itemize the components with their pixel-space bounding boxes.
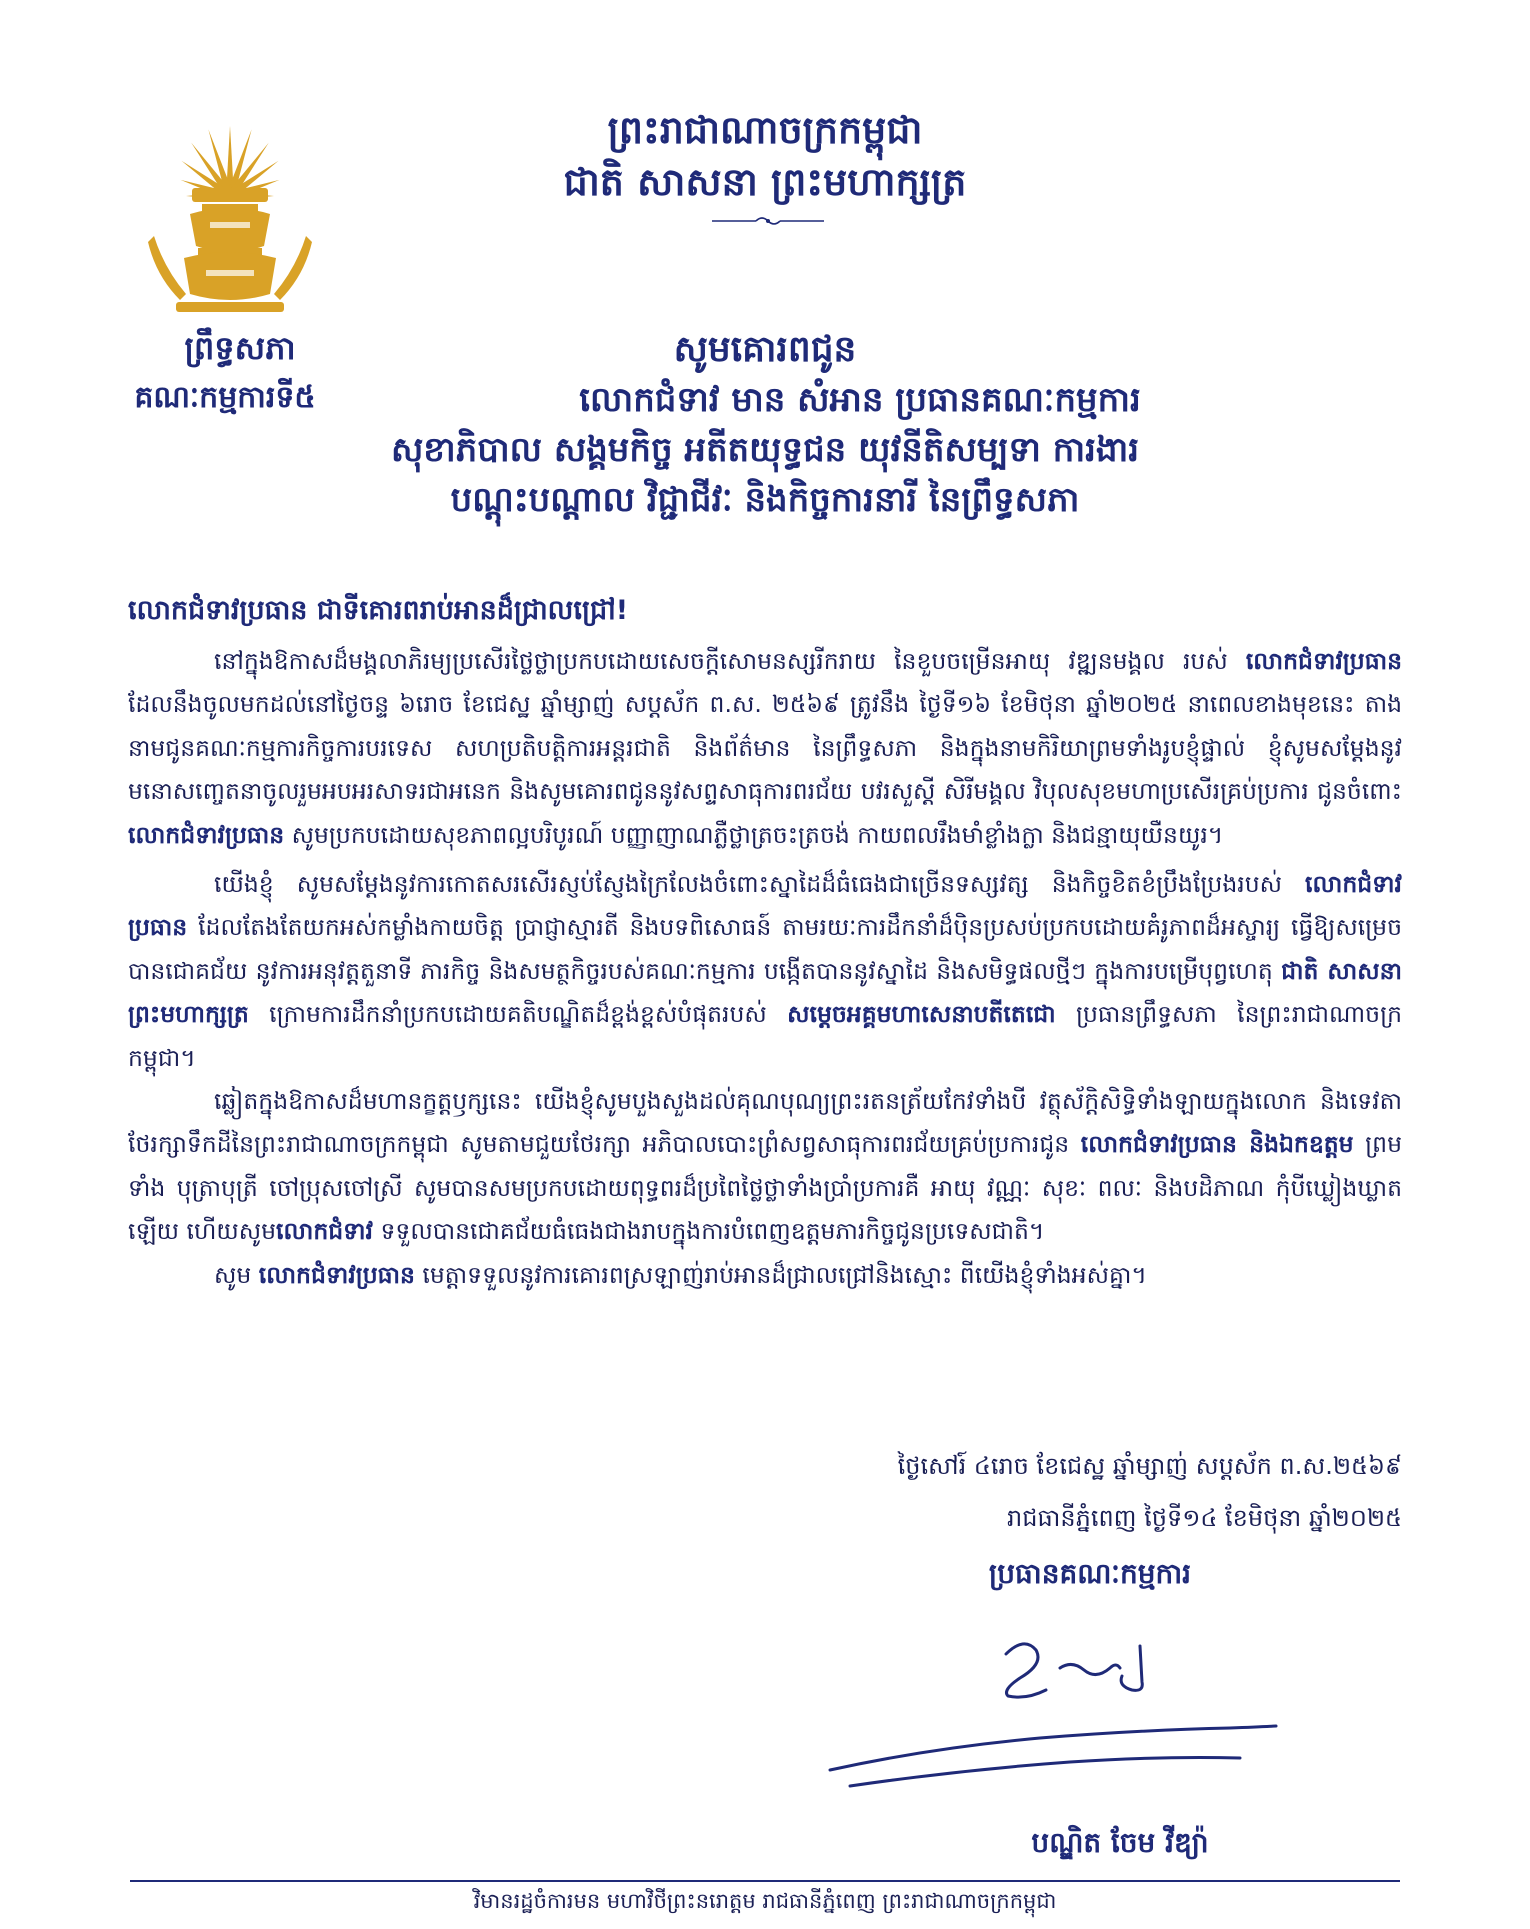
ornament-divider [712,214,824,228]
kingdom-name: ព្រះរាជាណាចក្រកម្ពុជា [607,108,923,152]
paragraph-1: នៅក្នុងឱកាសដ៏មង្គលាភិរម្យប្រសើរថ្លៃថ្លាប្រកបដោយសេចក្ដីសោមនស្សរីករាយ នៃខួបចម្រើនអាយុ វឌ្ឍនមង្គល របស់ លោកជំទាវប្រធាន ដែលនឹងចូលមកដល់នៅថ្ងៃចន្ទ ៦រោច ខែជេស្ឋ ឆ្នាំម្សាញ់ សប្តស័ក ព.ស. ២៥៦៩ ត្រូវនឹង ថ្ងៃទី១៦ ខែមិថុនា ឆ្នាំ២០២៥ នាពេលខាងមុខនេះ តាងនាមជូនគណៈកម្មការកិច្ចការបរទេស សហប្រតិបត្តិការអន្តរជាតិ និងព័ត៌មាន នៃព្រឹទ្ធសភា និងក្នុងនាមកិរិយាព្រមទាំងរូបខ្ញុំផ្ទាល់ ខ្ញុំសូមសម្ដែងនូវមនោសញ្ចេតនាចូលរួមអបអរសាទរជាអនេក និងសូមគោរពជូននូវសព្ទសាធុការពរជ័យ បវរសួស្តី សិរីមង្គល វិបុលសុខមហាប្រសើរគ្រប់ប្រការ ជូនចំពោះ លោកជំទាវប្រធាន សូមប្រកបដោយសុខភាពល្អបរិបូរណ៍ បញ្ញាញាណភ្លឺថ្លាត្រចះត្រចង់ កាយពលរឹងមាំខ្លាំងក្លា និងជន្មាយុយឺនយូរ។ [128,647,1402,849]
addressee-line-3: សុខាភិបាល សង្គមកិច្ច អតីតយុទ្ធជន យុវនីតិសម្បទា ការងារ [390,430,1140,470]
signatory-title: ប្រធានគណៈកម្មការ [988,1557,1192,1590]
sender-senate: ព្រឹទ្ធសភា [184,329,296,367]
sender-commission: គណៈកម្មការទី៥ [134,380,316,415]
paragraph-4: សូម លោកជំទាវប្រធាន មេត្តាទទួលនូវការគោរពស្រឡាញ់រាប់អានដ៏ជ្រាលជ្រៅនិងស្មោះ ពីយើងខ្ញុំទាំងអស់គ្នា។ [214,1260,1147,1289]
addressee-line-4: បណ្ដុះបណ្ដាល វិជ្ជាជីវៈ និងកិច្ចការនារី នៃព្រឹទ្ធសភា [450,480,1080,520]
paragraph-3: ឆ្លៀតក្នុងឱកាសដ៏មហានក្ខត្តឫក្សនេះ យើងខ្ញុំសូមបួងសួងដល់គុណបុណ្យព្រះរតនត្រ័យកែវទាំងបី វត្ថុស័ក្តិសិទ្ធិទាំងឡាយក្នុងលោក និងទេវតាថែរក្សាទឹកដីនៃព្រះរាជាណាចក្រកម្ពុជា សូមតាមជួយថែរក្សា អភិបាលបោះព្រំសព្វសាធុការពរជ័យគ្រប់ប្រការជូន លោកជំទាវប្រធាន និងឯកឧត្តម ព្រមទាំង បុត្រាបុត្រី ចៅប្រុសចៅស្រី សូមបានសមប្រកបដោយពុទ្ធពរដ៏ប្រពៃថ្លៃថ្លាទាំងប្រាំប្រការគឺ អាយុ វណ្ណៈ សុខៈ ពលៈ និងបដិភាណ កុំបីឃ្លៀងឃ្លាតឡើយ ហើយសូមលោកជំទាវ ទទួលបានជោគជ័យធំធេងជាងរាបក្នុងការបំពេញឧត្តមភារកិច្ចជូនប្រទេសជាតិ។ [128,1087,1402,1246]
addressee-line-1: សូមគោរពជូន [673,329,857,370]
handwritten-signature [810,1610,1280,1820]
date-place: រាជធានីភ្នំពេញ ថ្ងៃទី១៤ ខែមិថុនា ឆ្នាំ២០២៥ [1007,1504,1402,1532]
footer-address: វិមានរដ្ឋចំការមន មហាវិថីព្រះនរោត្តម រាជធានីភ្នំពេញ ព្រះរាជាណាចក្រកម្ពុជា [473,1889,1057,1913]
national-motto: ជាតិ សាសនា ព្រះមហាក្សត្រ [563,160,967,204]
letter-body [128,640,1402,1297]
paragraph-2: យើងខ្ញុំ សូមសម្ដែងនូវការកោតសរសើរស្ញប់ស្ញែងក្រៃលែងចំពោះស្នាដៃដ៏ធំធេងជាច្រើនទស្សវត្ស និងកិច្ចខិតខំប្រឹងប្រែងរបស់ លោកជំទាវប្រធាន ដែលតែងតែយកអស់កម្លាំងកាយចិត្ត ប្រាជ្ញាស្មារតី និងបទពិសោធន៍ តាមរយៈការដឹកនាំដ៏ប៉ិនប្រសប់ប្រកបដោយគំរូភាពដ៏អស្ចារ្យ ធ្វើឱ្យសម្រេចបានជោគជ័យ នូវការអនុវត្តតួនាទី ភារកិច្ច និងសមត្ថកិច្ចរបស់គណៈកម្មការ បង្កើតបាននូវស្នាដៃ និងសមិទ្ធផលថ្មីៗ ក្នុងការបម្រើបុព្វហេតុ ជាតិ សាសនា ព្រះមហាក្សត្រ ក្រោមការដឹកនាំប្រកបដោយគតិបណ្ឌិតដ៏ខ្ពង់ខ្ពស់បំផុតរបស់ សម្ដេចអគ្គមហាសេនាបតីតេជោ ប្រធានព្រឹទ្ធសភា នៃព្រះរាជាណាចក្រកម្ពុជា។ [128,870,1403,1072]
signer-name: បណ្ឌិត ចែម វីឌ្យ៉ា [1031,1826,1209,1859]
addressee-line-2: លោកជំទាវ មាន សំអាន ប្រធានគណៈកម្មការ [579,380,1141,420]
date-lunar: ថ្ងៃសៅរ៍ ៤រោច ខែជេស្ឋ ឆ្នាំម្សាញ់ សប្តស័ក ព.ស.២៥៦៩ [897,1452,1402,1480]
salutation: លោកជំទាវប្រធាន ជាទីគោរពរាប់អានដ៏ជ្រាលជ្រៅ! [128,595,629,626]
footer-divider [130,1880,1400,1882]
